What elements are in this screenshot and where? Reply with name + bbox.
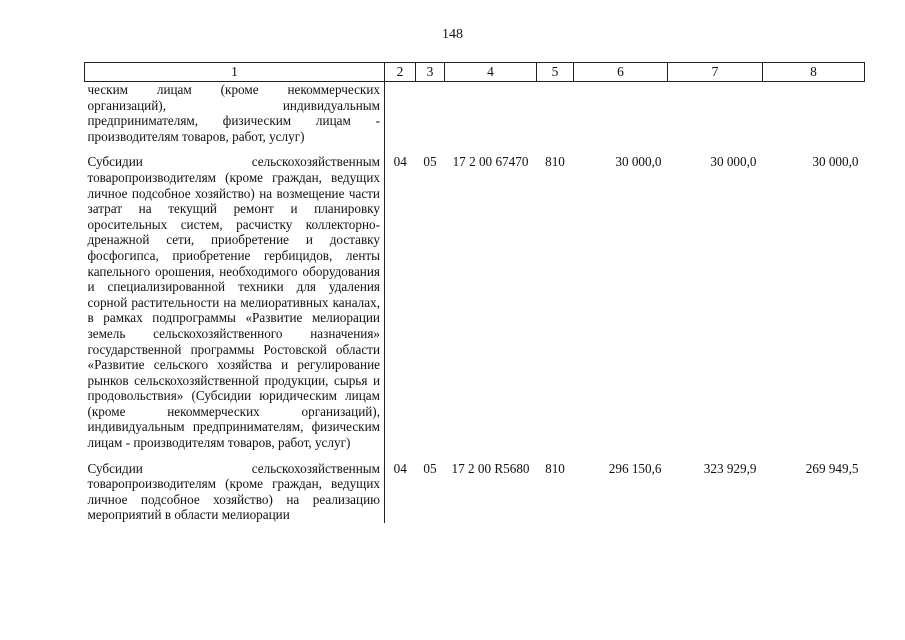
row-year-3: 269 949,5 bbox=[805, 460, 859, 476]
header-col-6: 6 bbox=[574, 63, 668, 82]
row-year-3 bbox=[763, 82, 865, 145]
row-year-2: 323 929,9 bbox=[703, 460, 757, 476]
table-row bbox=[85, 82, 865, 145]
row-podrazdel: 05 bbox=[423, 460, 437, 476]
header-col-7: 7 bbox=[668, 63, 763, 82]
header-col-2: 2 bbox=[385, 63, 416, 82]
header-col-5: 5 bbox=[537, 63, 574, 82]
table-header bbox=[85, 63, 865, 82]
header-col-8: 8 bbox=[763, 63, 865, 82]
budget-table bbox=[84, 62, 865, 523]
row-vr: 810 bbox=[545, 460, 565, 476]
row-year-2: 30 000,0 bbox=[710, 154, 757, 170]
table-row bbox=[85, 451, 865, 523]
row-razdel: 04 bbox=[393, 460, 407, 476]
row-podrazdel bbox=[416, 82, 445, 145]
table-row bbox=[85, 144, 865, 450]
row-razdel: 04 bbox=[393, 154, 407, 170]
row-description: ческим лицам (кроме некоммерческих организаций), индивидуальным предпринимателям, физическим лицам - производителям товаров, работ, услуг) bbox=[85, 82, 385, 145]
header-col-4: 4 bbox=[445, 63, 537, 82]
header-col-3: 3 bbox=[416, 63, 445, 82]
table-body bbox=[85, 82, 865, 524]
header-row bbox=[85, 63, 865, 82]
row-csr bbox=[445, 82, 537, 145]
row-vr: 810 bbox=[545, 154, 565, 170]
row-vr bbox=[537, 82, 574, 145]
row-year-1 bbox=[574, 82, 668, 145]
row-year-1: 296 150,6 bbox=[608, 460, 662, 476]
row-razdel bbox=[385, 82, 416, 145]
row-year-2 bbox=[668, 82, 763, 145]
row-year-1: 30 000,0 bbox=[615, 154, 662, 170]
row-description: Субсидии сельскохозяйственным товаропроизводителям (кроме граждан, ведущих личное подсобное хозяйство) на возмещение части затрат на текущий ремонт и планировку оросительных систем, расчистку коллекторно-дренажной сети, приобретение и доставку фосфогипса, приобретение гербицидов, ленты капельного орошения, необходимого оборудования и специализированной техники для удаления сорной растительности на мелиоративных каналах, в рамках подпрограммы «Развитие мелиорации земель сельскохозяйственного назначения» государственной программы Ростовской области «Развитие сельского хозяйства и регулирование рынков сельскохозяйственной продукции, сырья и продовольствия» (Субсидии юридическим лицам (кроме некоммерческих организаций), индивидуальным предпринимателям, физическим лицам - производителям товаров, работ, услуг) bbox=[85, 144, 385, 450]
row-podrazdel: 05 bbox=[423, 154, 437, 170]
row-csr: 17 2 00 R5680 bbox=[451, 460, 530, 476]
page-number: 148 bbox=[442, 27, 463, 42]
row-year-3: 30 000,0 bbox=[812, 154, 859, 170]
row-description: Субсидии сельскохозяйственным товаропроизводителям (кроме граждан, ведущих личное подсобное хозяйство) на реализацию мероприятий в области мелиорации bbox=[85, 451, 385, 523]
row-csr: 17 2 00 67470 bbox=[452, 154, 529, 170]
header-col-1: 1 bbox=[85, 63, 385, 82]
